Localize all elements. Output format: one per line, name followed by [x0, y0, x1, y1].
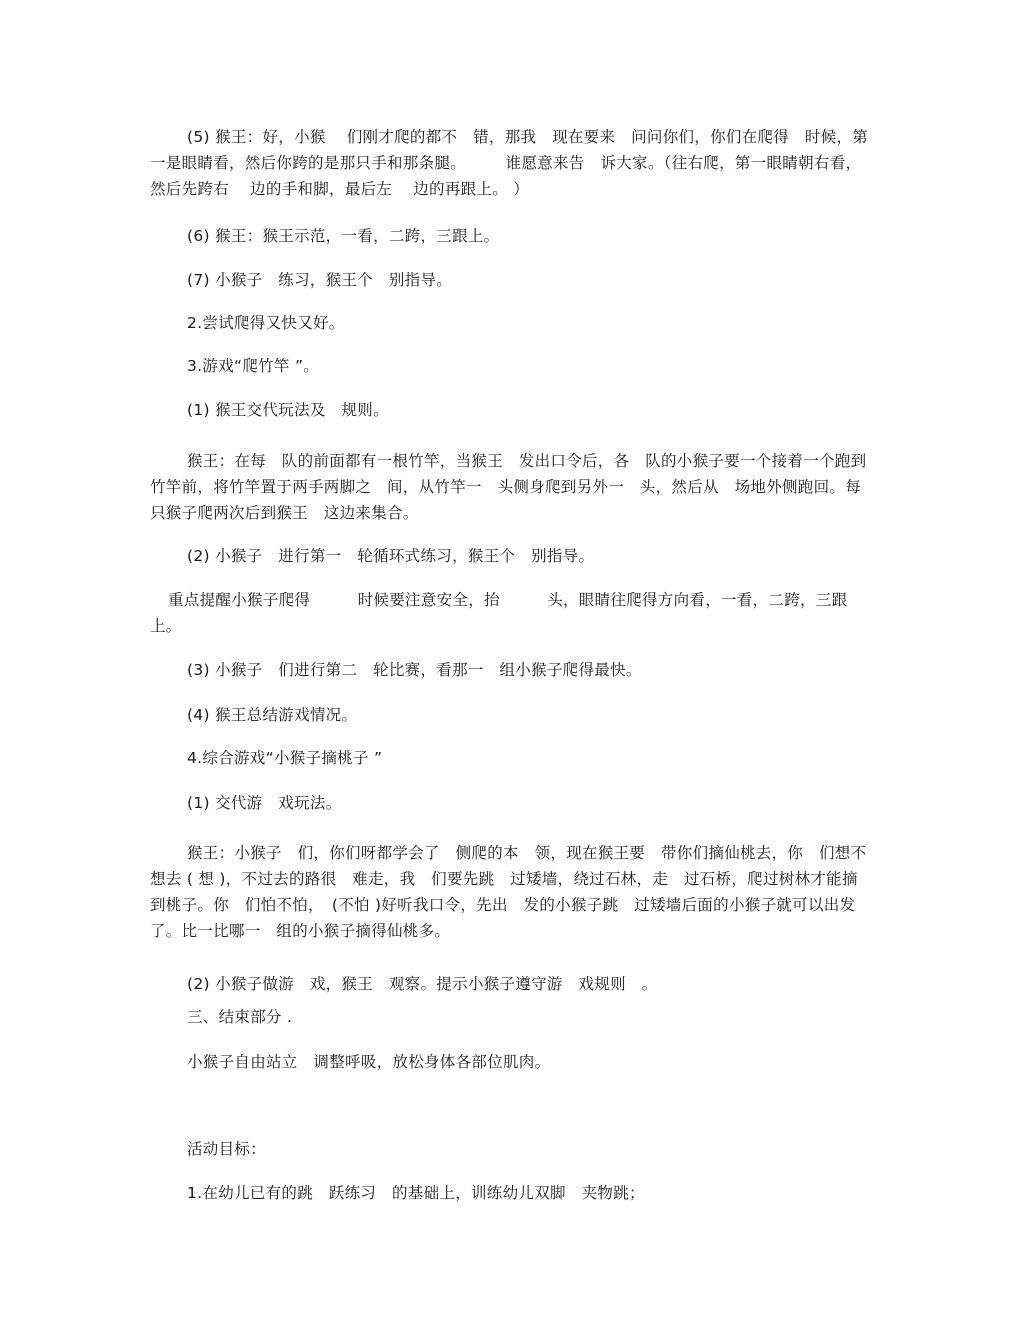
- paragraph-round-one: (2) 小猴子 进行第一 轮循环式练习，猴王个 别指导。: [187, 547, 595, 565]
- paragraph-cool-down: 小猴子自由站立 调整呼吸，放松身体各部位肌肉。: [187, 1053, 551, 1071]
- paragraph-item-2: 2.尝试爬得又快又好。: [187, 314, 345, 332]
- paragraph-rules: (1) 猴王交代玩法及 规则。: [187, 401, 389, 419]
- paragraph-step-7: (7) 小猴子 练习，猴王个 别指导。: [187, 271, 453, 289]
- paragraph-safety-reminder: 重点提醒小猴子爬得 时候要注意安全，抬 头，眼睛往爬得方向看，一看，二跨，三跟上。: [150, 591, 848, 635]
- heading-activity-goals: 活动目标：: [187, 1140, 267, 1158]
- paragraph-round-two: (3) 小猴子 们进行第二 轮比赛，看那一 组小猴子爬得最快。: [187, 661, 642, 679]
- paragraph-item-4: 4.综合游戏“小猴子摘桃子 ”: [187, 749, 383, 767]
- section-heading-ending: 三、结束部分 .: [187, 1008, 293, 1026]
- paragraph-item-3: 3.游戏“爬竹竿 ”。: [187, 357, 320, 375]
- paragraph-step-6: (6) 猴王：猴王示范，一看，二跨，三跟上。: [187, 227, 500, 245]
- paragraph-play-game: (2) 小猴子做游 戏，猴王 观察。提示小猴子遵守游 戏规则 。: [187, 975, 658, 993]
- paragraph-goal-1: 1.在幼儿已有的跳 跃练习 的基础上，训练幼儿双脚 夹物跳；: [187, 1184, 645, 1202]
- paragraph-monkey-king-speech: 猴王：小猴子 们，你们呀都学会了 侧爬的本 领，现在猴王要 带你们摘仙桃去，你 们想不想去 ( 想 )，不过去的路很 难走，我 们要先跳 过矮墙，绕过石林，走 过石桥，爬过树林才能摘到桃子。你 们怕不怕， (不怕 )好听我口令，先出 发的小猴子跳 过矮墙后面的小猴子就可以出发了。比一比哪一 组的小猴子摘得仙桃多。: [150, 844, 867, 940]
- paragraph-game-explanation: 猴王：在每 队的前面都有一根竹竿，当猴王 发出口令后，各 队的小猴子要一个接着一个跑到竹竿前，将竹竿置于两手两脚之 间，从竹竿一 头侧身爬到另外一 头，然后从 场地外侧跑回。每只猴子爬两次后到猴王 这边来集合。: [150, 452, 867, 522]
- paragraph-step-5: (5) 猴王：好，小猴 们刚才爬的都不 错，那我 现在要来 问问你们，你们在爬得 时候，第一是眼睛看，然后你跨的是那只手和那条腿。 谁愿意来告 诉大家。（往右爬，第一眼睛朝右看，然后先跨右 边的手和脚，最后左 边的再跟上。 ）: [150, 128, 869, 198]
- paragraph-summary: (4) 猴王总结游戏情况。: [187, 706, 358, 724]
- paragraph-explain-game: (1) 交代游 戏玩法。: [187, 794, 342, 812]
